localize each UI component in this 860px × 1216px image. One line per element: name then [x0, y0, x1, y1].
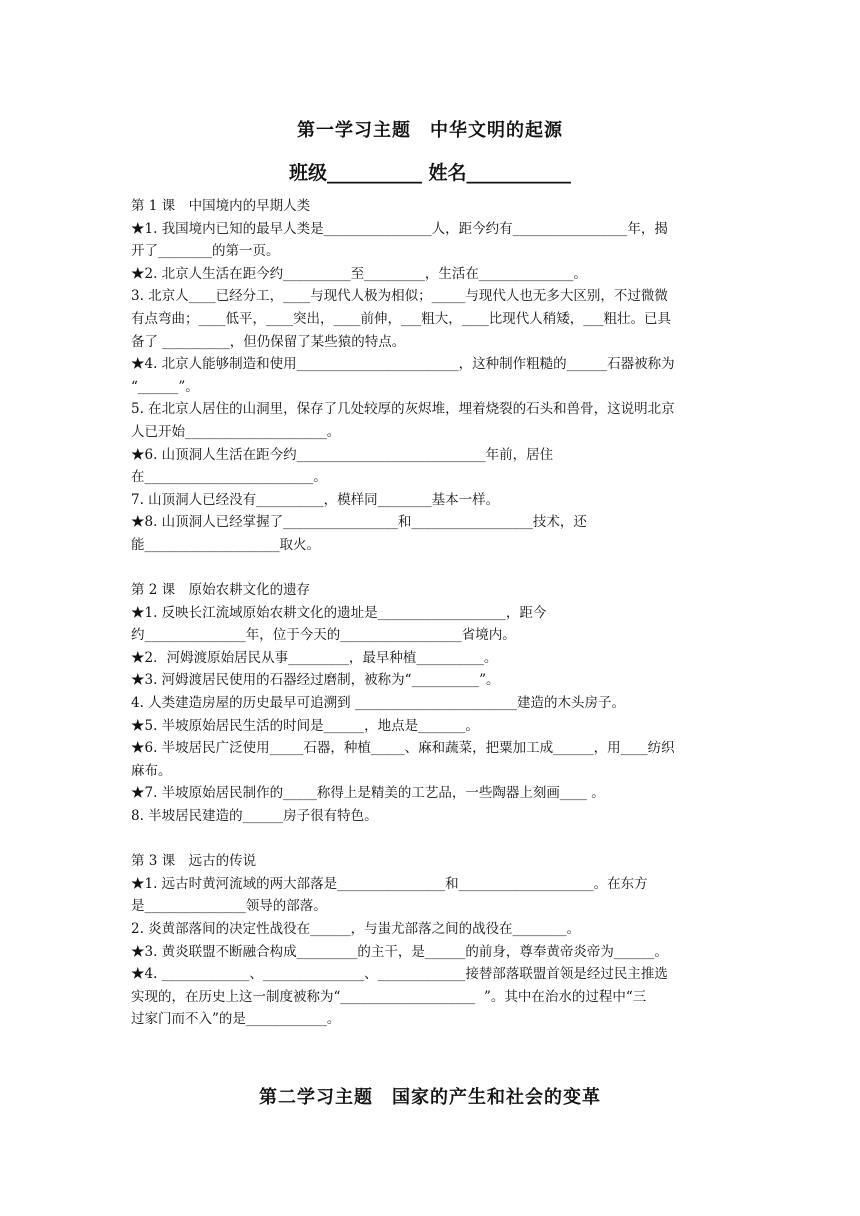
question-line: ★2．河姆渡原始居民从事_________，最早种植__________。 [131, 649, 498, 666]
class-name-field: 班级__________ 姓名___________ [288, 162, 572, 184]
question-line: 过家门而不入”的是____________。 [131, 1011, 341, 1028]
question-line: 7. 山顶洞人已经没有__________，模样同________基本一样。 [131, 491, 500, 508]
question-line: ★4. 北京人能够制造和使用________________________，这种制作粗糙的______石器被称为 [131, 356, 675, 373]
spacer [131, 828, 731, 851]
question-line: ★2. 北京人生活在距今约__________至_________，生活在______________。 [131, 265, 587, 282]
question-line: 开了________的第一页。 [131, 243, 280, 260]
question-line: ★5. 半坡原始居民生活的时间是______，地点是_______。 [131, 717, 479, 734]
question-line: 人已开始_____________________。 [131, 423, 341, 440]
lesson-1-heading: 第 1 课 中国境内的早期人类 [131, 198, 311, 214]
question-line: 2. 炎黄部落间的决定性战役在______，与蚩尤部落之间的战役在________。 [131, 921, 581, 937]
question-line: 是_______________领导的部落。 [131, 898, 327, 915]
theme-title-2: 第二学习主题 国家的产生和社会的变革 [259, 1087, 601, 1108]
question-line: 实现的，在历史上这一制度被称为“____________________ ”。其中在治水的过程中“三 [131, 988, 647, 1005]
question-line: ★6. 山顶洞人生活在距今约____________________________年前，居住 [131, 446, 554, 463]
lesson-3-heading: 第 3 课 远古的传说 [131, 853, 257, 870]
question-line: ★6. 半坡居民广泛使用_____石器，种植_____、麻和蔬菜，把粟加工成______，用____纺织 [131, 740, 675, 757]
question-line: 备了 __________，但仍保留了某些猿的特点。 [131, 333, 406, 350]
question-line: 麻布。 [131, 762, 172, 779]
question-line: 5. 在北京人居住的山洞里，保存了几处较厚的灰烬堆，埋着烧裂的石头和兽骨，这说明北京 [131, 401, 675, 418]
question-line: ★1. 我国境内已知的最早人类是________________人，距今约有_________________年，揭 [131, 220, 668, 237]
question-line: ★7. 半坡原始居民制作的_____称得上是精美的工艺品，一些陶器上刻画____ 。 [131, 785, 605, 802]
question-line: ★3. 河姆渡居民使用的石器经过磨制，被称为“__________”。 [131, 672, 500, 689]
question-line: ★1. 反映长江流域原始农耕文化的遗址是___________________，距今 [131, 604, 547, 621]
lesson-2-heading: 第 2 课 原始农耕文化的遗存 [131, 582, 311, 599]
question-line: 在_________________________。 [131, 469, 327, 486]
lesson-body [131, 195, 731, 1031]
question-line: 能____________________取火。 [131, 536, 320, 553]
question-line: “______”。 [131, 378, 199, 395]
question-line: ★8. 山顶洞人已经掌握了_________________和__________________技术，还 [131, 514, 587, 531]
theme-title-1: 第一学习主题 中华文明的起源 [297, 120, 563, 141]
question-line: 8. 半坡居民建造的______房子很有特色。 [131, 808, 378, 825]
question-line: 约_______________年，位于今天的__________________省境内。 [131, 627, 516, 644]
question-line: ★3. 黄炎联盟不断融合构成_________的主干，是______的前身，尊奉黄帝炎帝为______。 [131, 943, 668, 960]
question-line: 4. 人类建造房屋的历史最早可追溯到 ________________________建造的木头房子。 [131, 695, 625, 712]
spacer [131, 557, 731, 580]
question-line: ★1. 远古时黄河流域的两大部落是________________和____________________。在东方 [131, 875, 648, 892]
question-line: ★4. _____________、_______________、_____________接替部落联盟首领是经过民主推选 [131, 966, 668, 983]
question-line: 3. 北京人____已经分工，____与现代人极为相似；_____与现代人也无多大区别，不过微微 [131, 288, 668, 305]
question-line: 有点弯曲；____低平，____突出，____前伸，___粗大，____比现代人稍矮，___粗壮。已具 [131, 310, 671, 327]
